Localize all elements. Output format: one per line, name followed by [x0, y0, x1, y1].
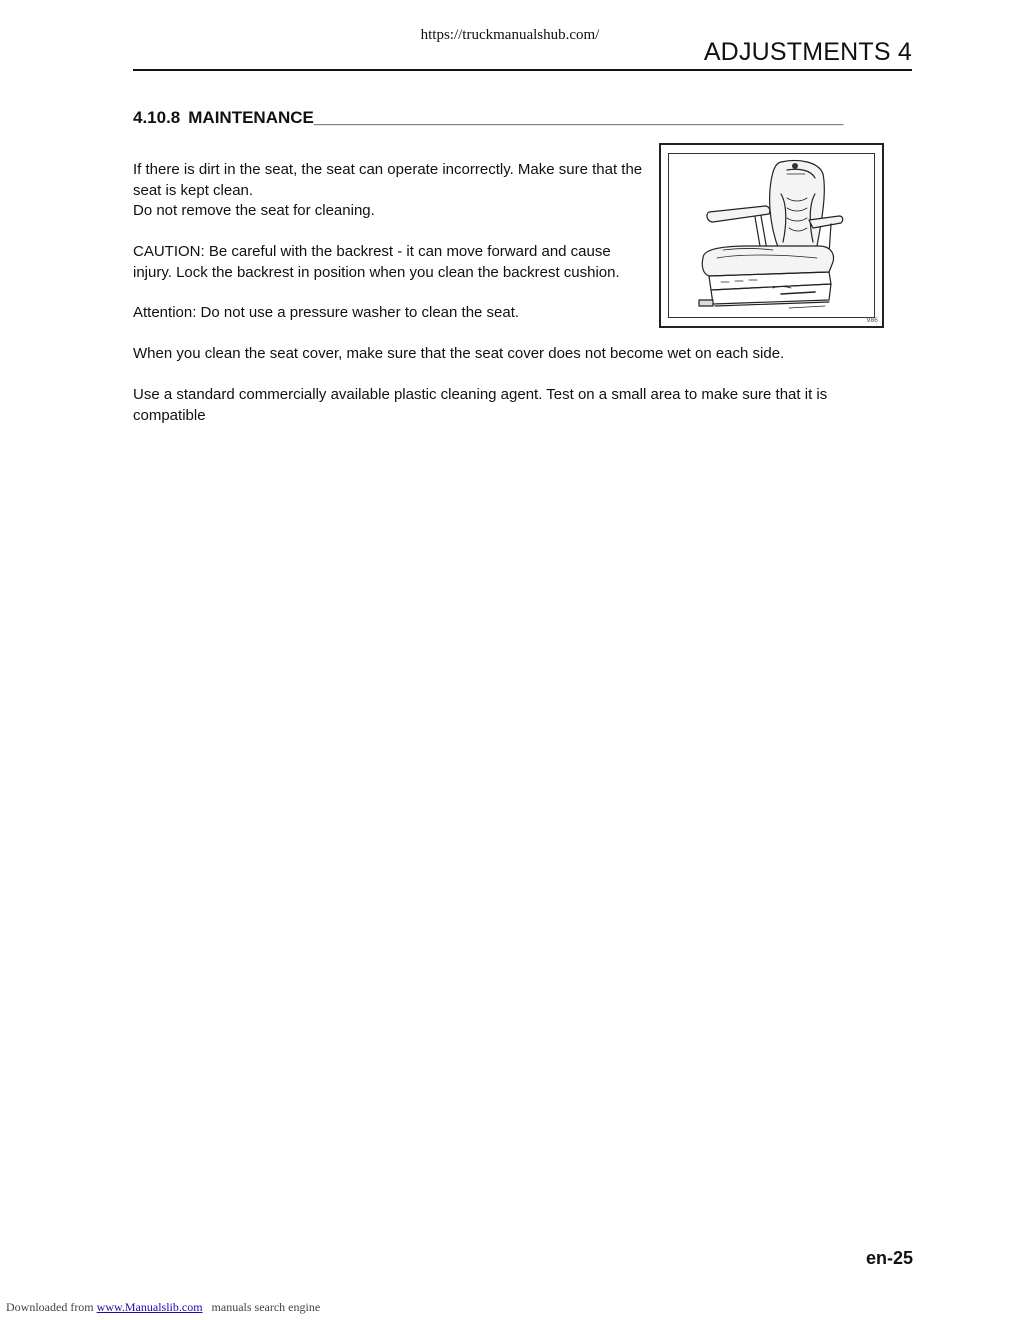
section-number: 4.10.8 [133, 108, 181, 127]
paragraph-seat-cover: When you clean the seat cover, make sure that the seat cover does not become wet on each side. [133, 345, 785, 362]
seat-figure [659, 143, 884, 328]
page-number: en-25 [865, 1248, 913, 1268]
paragraph-no-remove: Do not remove the seat for cleaning. [133, 202, 375, 219]
chapter-title: ADJUSTMENTS 4 [703, 38, 912, 66]
manualslib-link[interactable]: www.Manualslib.com [96, 1300, 203, 1314]
download-footer [6, 1300, 320, 1315]
section-heading [133, 108, 903, 128]
section-rule: ________________________________________________________ [313, 108, 844, 127]
driver-seat-illustration-icon [669, 154, 876, 319]
header-rule [133, 69, 912, 71]
section-title: MAINTENANCE [188, 108, 314, 127]
paragraph-cleaning-agent: Use a standard commercially available plastic cleaning agent. Test on a small area to make sure that it is compatible [133, 386, 828, 424]
paragraph-attention: Attention: Do not use a pressure washer to clean the seat. [133, 304, 520, 321]
source-url: https://truckmanualshub.com/ [420, 27, 600, 43]
footer-suffix: manuals search engine [211, 1300, 321, 1314]
figure-code: 986 [866, 317, 878, 324]
seat-figure-frame [668, 153, 875, 318]
paragraph-caution: CAUTION: Be careful with the backrest - it can move forward and cause injury. Lock the backrest in position when you clean the backrest cushion. [133, 243, 620, 281]
footer-prefix: Downloaded from [6, 1300, 94, 1314]
paragraph-dirt: If there is dirt in the seat, the seat can operate incorrectly. Make sure that the seat is kept clean. [133, 161, 643, 199]
